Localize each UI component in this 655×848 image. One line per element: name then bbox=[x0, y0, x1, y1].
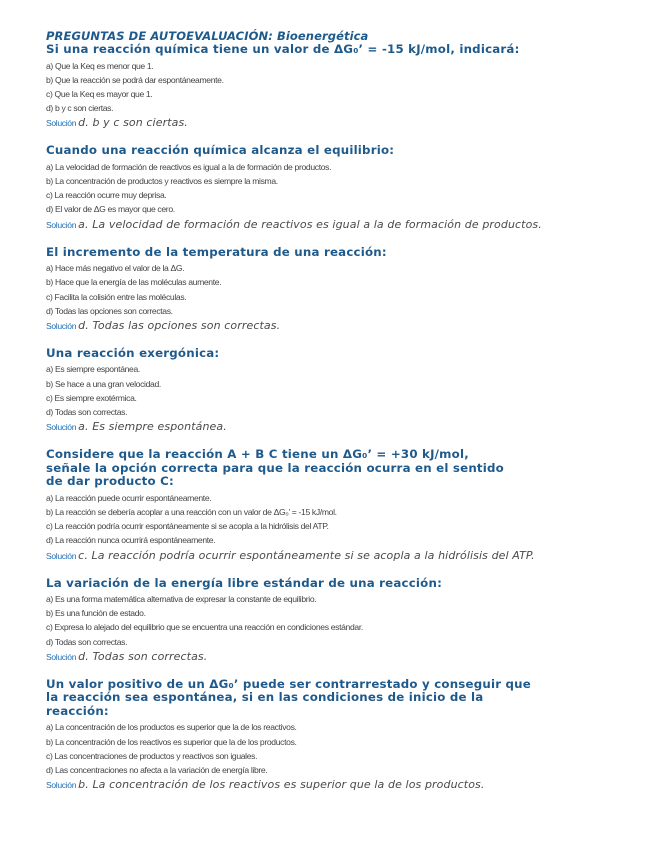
question-block-5 bbox=[46, 448, 636, 563]
solution-line bbox=[46, 420, 636, 435]
option-a: a) Que la Keq es menor que 1. bbox=[46, 60, 154, 71]
question-text: Un valor positivo de un ΔG₀’ puede ser contrarrestado y conseguir que la reacción sea espontánea, si en las condiciones de inicio de la reacción: bbox=[46, 676, 531, 718]
solution-link[interactable]: Solución bbox=[46, 320, 77, 331]
solution-link[interactable]: Solución bbox=[46, 118, 77, 129]
option-c: c) Expresa lo alejado del equilibrio que se encuentra una reacción en condiciones estándar. bbox=[46, 622, 363, 633]
option-a: a) Es una forma matemática alternativa de expresar la constante de equilibrio. bbox=[46, 594, 317, 605]
solution-link[interactable]: Solución bbox=[46, 422, 77, 433]
question-block-7 bbox=[46, 678, 636, 793]
option-c: c) La reacción podría ocurrir espontáneamente si se acopla a la hidrólisis del ATP. bbox=[46, 521, 329, 532]
question-block-6 bbox=[46, 577, 636, 665]
solution-line bbox=[46, 549, 636, 564]
solution-line bbox=[46, 116, 636, 131]
solution-text: d. Todas son correctas. bbox=[78, 649, 208, 663]
question-text: Si una reacción química tiene un valor de ΔG₀’ = -15 kJ/mol, indicará: bbox=[46, 42, 520, 56]
solution-text: c. La reacción podría ocurrir espontáneamente si se acopla a la hidrólisis del ATP. bbox=[78, 548, 535, 562]
question-block-3 bbox=[46, 246, 636, 334]
document-page bbox=[46, 30, 636, 806]
question-text: Considere que la reacción A + B C tiene un ΔG₀’ = +30 kJ/mol, señale la opción correcta para que la reacción ocurra en el sentido de dar producto C: bbox=[46, 447, 504, 489]
option-c: c) Es siempre exotérmica. bbox=[46, 392, 137, 403]
option-d: d) b y c son ciertas. bbox=[46, 103, 114, 114]
solution-link[interactable]: Solución bbox=[46, 780, 77, 791]
option-b: b) Se hace a una gran velocidad. bbox=[46, 378, 161, 389]
option-b: b) Que la reacción se podrá dar espontáneamente. bbox=[46, 74, 224, 85]
option-b: b) Es una función de estado. bbox=[46, 608, 146, 619]
solution-text: a. La velocidad de formación de reactivos es igual a la de formación de productos. bbox=[78, 217, 542, 231]
solution-line bbox=[46, 778, 636, 793]
solution-line bbox=[46, 218, 636, 233]
solution-text: d. b y c son ciertas. bbox=[78, 116, 188, 130]
option-b: b) Hace que la energía de las moléculas aumente. bbox=[46, 277, 222, 288]
option-d: d) Todas las opciones son correctas. bbox=[46, 305, 173, 316]
option-d: d) Todas son correctas. bbox=[46, 407, 128, 418]
option-b: b) La concentración de productos y reactivos es siempre la misma. bbox=[46, 176, 278, 187]
option-a: a) Es siempre espontánea. bbox=[46, 364, 140, 375]
solution-text: a. Es siempre espontánea. bbox=[78, 420, 227, 434]
option-c: c) Las concentraciones de productos y reactivos son iguales. bbox=[46, 750, 258, 761]
solution-link[interactable]: Solución bbox=[46, 651, 77, 662]
option-c: c) La reacción ocurre muy deprisa. bbox=[46, 190, 167, 201]
option-b: b) La concentración de los reactivos es superior que la de los productos. bbox=[46, 736, 297, 747]
option-a: a) La reacción puede ocurrir espontáneamente. bbox=[46, 492, 212, 503]
solution-text: d. Todas las opciones son correctas. bbox=[78, 318, 281, 332]
page-title: PREGUNTAS DE AUTOEVALUACIÓN: Bioenergética bbox=[46, 29, 369, 43]
option-d: d) La reacción nunca ocurrirá espontáneamente. bbox=[46, 535, 216, 546]
question-block-2 bbox=[46, 144, 636, 232]
solution-line bbox=[46, 319, 636, 334]
option-c: c) Facilita la colisión entre las moléculas. bbox=[46, 291, 187, 302]
solution-text: b. La concentración de los reactivos es superior que la de los productos. bbox=[78, 778, 485, 792]
option-a: a) La velocidad de formación de reactivos es igual a la de formación de productos. bbox=[46, 161, 332, 172]
option-b: b) La reacción se debería acoplar a una reacción con un valor de ΔG₀’ = -15 kJ/mol. bbox=[46, 506, 337, 517]
question-text: El incremento de la temperatura de una reacción: bbox=[46, 244, 387, 259]
option-d: d) Las concentraciones no afecta a la variación de energía libre. bbox=[46, 764, 268, 775]
option-d: d) Todas son correctas. bbox=[46, 636, 128, 647]
question-text: Cuando una reacción química alcanza el equilibrio: bbox=[46, 143, 395, 158]
question-block-4 bbox=[46, 347, 636, 435]
option-d: d) El valor de ΔG es mayor que cero. bbox=[46, 204, 175, 215]
option-c: c) Que la Keq es mayor que 1. bbox=[46, 88, 153, 99]
solution-link[interactable]: Solución bbox=[46, 550, 77, 561]
option-a: a) Hace más negativo el valor de la ΔG. bbox=[46, 263, 185, 274]
question-block-1 bbox=[46, 43, 636, 131]
solution-line bbox=[46, 650, 636, 665]
option-a: a) La concentración de los productos es superior que la de los reactivos. bbox=[46, 722, 297, 733]
question-text: Una reacción exergónica: bbox=[46, 345, 220, 360]
question-text: La variación de la energía libre estándar de una reacción: bbox=[46, 575, 442, 590]
solution-link[interactable]: Solución bbox=[46, 219, 77, 230]
